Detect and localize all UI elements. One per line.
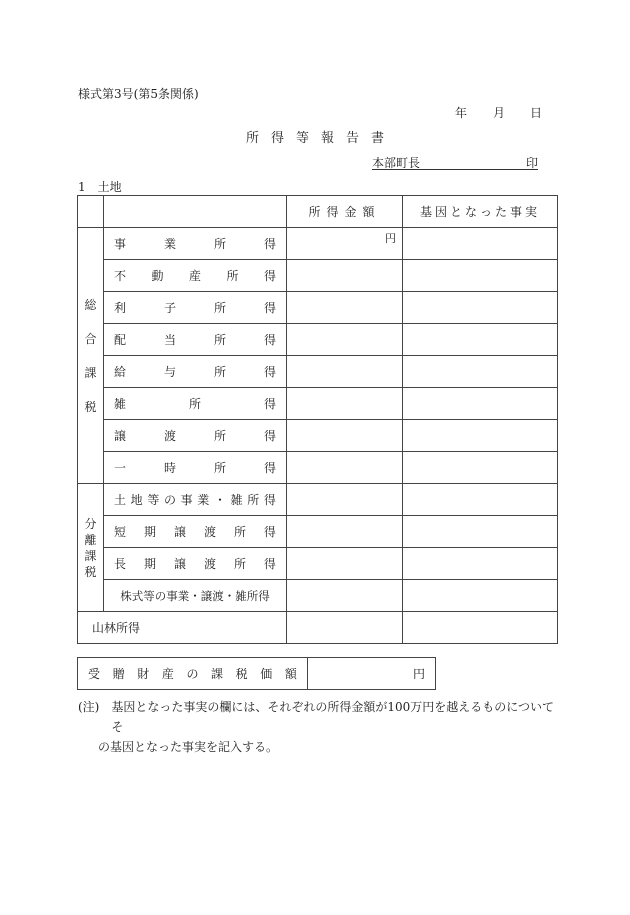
- date-year-label: 年: [455, 106, 468, 120]
- seal-mark: 印: [525, 156, 538, 170]
- form-number: 様式第3号(第5条関係): [78, 87, 199, 101]
- table-row-mountain: [78, 612, 558, 644]
- income-type-label: [104, 260, 287, 292]
- income-type-label: [104, 388, 287, 420]
- row-label-text: 給 与 所 得: [114, 365, 276, 379]
- basis-cell[interactable]: [403, 356, 558, 388]
- header-amount: 所得金額: [287, 196, 403, 228]
- income-type-label: [104, 484, 287, 516]
- income-type-label: [104, 324, 287, 356]
- row-label-text: 配 当 所 得: [114, 333, 276, 347]
- basis-cell[interactable]: [403, 228, 558, 260]
- header-blank-cell-1: [78, 196, 104, 228]
- gift-amount-cell[interactable]: [308, 658, 436, 690]
- income-table: [77, 195, 558, 644]
- income-type-label: [104, 420, 287, 452]
- header-basis: 基因となった事実: [403, 196, 558, 228]
- row-label-text: 長 期 譲 渡 所 得: [114, 557, 276, 571]
- amount-cell[interactable]: [287, 516, 403, 548]
- row-label-text: 短 期 譲 渡 所 得: [114, 525, 276, 539]
- basis-cell[interactable]: [403, 516, 558, 548]
- table-row: [78, 548, 558, 580]
- income-type-label: [104, 292, 287, 324]
- header-blank-cell-2: [104, 196, 287, 228]
- table-row: [78, 452, 558, 484]
- amount-cell[interactable]: [287, 260, 403, 292]
- gift-row: [78, 658, 436, 690]
- basis-cell[interactable]: [403, 420, 558, 452]
- basis-cell[interactable]: [403, 548, 558, 580]
- table-row: [78, 292, 558, 324]
- table-header-row: [78, 196, 558, 228]
- gift-label: 受 贈 財 産 の 課 税 価 額: [78, 658, 308, 690]
- row-label-text: 株式等の事業・譲渡・雑所得: [120, 588, 270, 603]
- income-type-label: [104, 356, 287, 388]
- basis-cell[interactable]: [403, 580, 558, 612]
- amount-cell[interactable]: [287, 548, 403, 580]
- row-label-text: 雑 所 得: [114, 397, 276, 411]
- income-type-label: [104, 452, 287, 484]
- table-row: [78, 260, 558, 292]
- income-type-label: [104, 516, 287, 548]
- basis-cell[interactable]: [403, 388, 558, 420]
- table-row: [78, 324, 558, 356]
- row-label-text: 不 動 産 所 得: [114, 269, 276, 283]
- gift-unit: 円: [412, 667, 425, 681]
- group-label-2: 分 離 課 税: [78, 484, 104, 612]
- amount-cell[interactable]: [287, 292, 403, 324]
- basis-cell[interactable]: [403, 612, 558, 644]
- amount-cell[interactable]: [287, 388, 403, 420]
- income-type-label: [104, 548, 287, 580]
- document-title: 所得等報告書: [245, 131, 396, 146]
- table-row: [78, 516, 558, 548]
- note-line-1: 基因となった事実の欄には、それぞれの所得金額が100万円を越えるものについてそ: [111, 700, 555, 734]
- section-label: 1 土地: [78, 180, 122, 194]
- basis-cell[interactable]: [403, 324, 558, 356]
- currency-unit: 円: [385, 232, 396, 245]
- table-row: [78, 420, 558, 452]
- table-row: [78, 388, 558, 420]
- table-row: [78, 580, 558, 612]
- addressee-line: [372, 154, 538, 170]
- amount-cell[interactable]: [287, 452, 403, 484]
- mountain-income-label: [78, 612, 287, 644]
- amount-cell[interactable]: [287, 484, 403, 516]
- basis-cell[interactable]: [403, 260, 558, 292]
- amount-cell[interactable]: [287, 228, 403, 260]
- basis-cell[interactable]: [403, 292, 558, 324]
- note-marker: (注): [78, 700, 100, 714]
- row-label-text: 山林所得: [92, 621, 141, 635]
- row-label-text: 土 地 等 の 事 業 ・ 雑 所 得: [114, 493, 276, 507]
- amount-cell[interactable]: [287, 324, 403, 356]
- income-type-label: [104, 228, 287, 260]
- group-label-1: 総 合 課 税: [78, 228, 104, 484]
- row-label-text: 利 子 所 得: [114, 301, 276, 315]
- date-month-label: 月: [493, 106, 506, 120]
- basis-cell[interactable]: [403, 452, 558, 484]
- amount-cell[interactable]: [287, 612, 403, 644]
- table-row: [78, 484, 558, 516]
- note-line-2: の基因となった事実を記入する。: [98, 740, 279, 754]
- amount-cell[interactable]: [287, 420, 403, 452]
- table-row: [78, 228, 558, 260]
- row-label-text: 一 時 所 得: [114, 461, 276, 475]
- row-label-text: 事 業 所 得: [114, 237, 276, 251]
- addressee: 本部町長: [372, 156, 421, 170]
- gift-value-table: [77, 657, 436, 690]
- date-day-label: 日: [530, 106, 543, 120]
- income-type-label: [104, 580, 287, 612]
- note: [78, 697, 558, 757]
- table-row: [78, 356, 558, 388]
- basis-cell[interactable]: [403, 484, 558, 516]
- amount-cell[interactable]: [287, 580, 403, 612]
- amount-cell[interactable]: [287, 356, 403, 388]
- row-label-text: 譲 渡 所 得: [114, 429, 276, 443]
